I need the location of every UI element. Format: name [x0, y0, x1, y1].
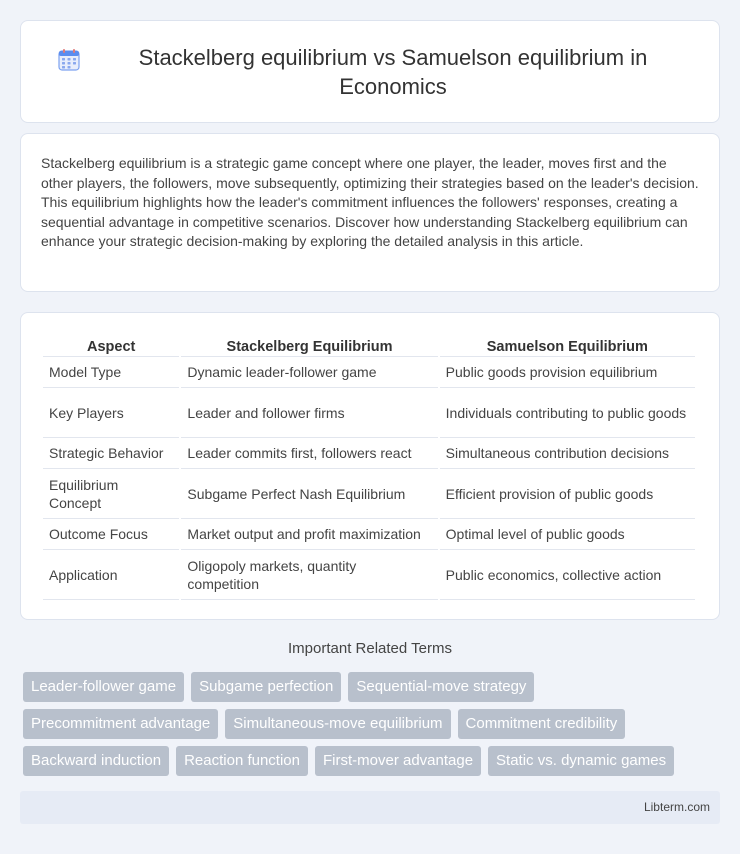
cell-samuelson: Efficient provision of public goods — [440, 469, 695, 519]
term-tag[interactable]: First-mover advantage — [315, 746, 481, 776]
table-row — [43, 357, 695, 388]
table-row — [43, 469, 695, 519]
page-title: Stackelberg equilibrium vs Samuelson equilibrium in Economics — [138, 44, 648, 99]
cell-samuelson: Optimal level of public goods — [440, 519, 695, 550]
table-row — [43, 519, 695, 550]
term-tag[interactable]: Commitment credibility — [458, 709, 626, 739]
cell-stackelberg: Leader and follower firms — [181, 388, 437, 438]
term-tag[interactable]: Sequential-move strategy — [348, 672, 534, 702]
cell-aspect: Equilibrium Concept — [43, 469, 179, 519]
term-tag[interactable]: Backward induction — [23, 746, 169, 776]
cell-samuelson: Public economics, collective action — [440, 550, 695, 600]
related-terms-title: Important Related Terms — [288, 640, 452, 657]
cell-aspect: Model Type — [43, 357, 179, 388]
comparison-table — [41, 333, 697, 600]
cell-aspect: Strategic Behavior — [43, 438, 179, 469]
table-row — [43, 388, 695, 438]
cell-aspect: Outcome Focus — [43, 519, 179, 550]
table-header-row — [43, 333, 695, 357]
cell-samuelson: Public goods provision equilibrium — [440, 357, 695, 388]
table-row — [43, 438, 695, 469]
table-row — [43, 550, 695, 600]
term-tag[interactable]: Simultaneous-move equilibrium — [225, 709, 450, 739]
cell-stackelberg: Leader commits first, followers react — [181, 438, 437, 469]
term-tag[interactable]: Static vs. dynamic games — [488, 746, 674, 776]
header-stackelberg: Stackelberg Equilibrium — [181, 333, 437, 357]
title-wrap — [27, 43, 713, 101]
related-terms-list — [23, 672, 723, 783]
header-samuelson: Samuelson Equilibrium — [440, 333, 695, 357]
term-tag[interactable]: Precommitment advantage — [23, 709, 218, 739]
term-tag[interactable]: Subgame perfection — [191, 672, 341, 702]
cell-stackelberg: Market output and profit maximization — [181, 519, 437, 550]
intro-card — [20, 133, 720, 292]
cell-stackelberg: Dynamic leader-follower game — [181, 357, 437, 388]
header-aspect: Aspect — [43, 333, 179, 357]
cell-samuelson: Individuals contributing to public goods — [440, 388, 695, 438]
comparison-table-card — [20, 312, 720, 620]
cell-aspect: Application — [43, 550, 179, 600]
cell-aspect: Key Players — [43, 388, 179, 438]
term-tag[interactable]: Leader-follower game — [23, 672, 184, 702]
cell-stackelberg: Oligopoly markets, quantity competition — [181, 550, 437, 600]
intro-paragraph: Stackelberg equilibrium is a strategic game concept where one player, the leader, moves first and the other players, the followers, move subsequently, optimizing their strategies based on the leader's decision. This equilibrium highlights how the leader's commitment influences the followers' responses, creating a sequential advantage in competitive scenarios. Discover how understanding Stackelberg equilibrium can enhance your strategic decision-making by exploring the detailed analysis in this article. — [41, 155, 699, 250]
cell-stackelberg: Subgame Perfect Nash Equilibrium — [181, 469, 437, 519]
cell-samuelson: Simultaneous contribution decisions — [440, 438, 695, 469]
calendar-icon — [57, 48, 81, 72]
footer-brand-link[interactable]: Libterm.com — [643, 800, 710, 814]
footer — [20, 791, 720, 824]
title-card — [20, 20, 720, 123]
term-tag[interactable]: Reaction function — [176, 746, 308, 776]
